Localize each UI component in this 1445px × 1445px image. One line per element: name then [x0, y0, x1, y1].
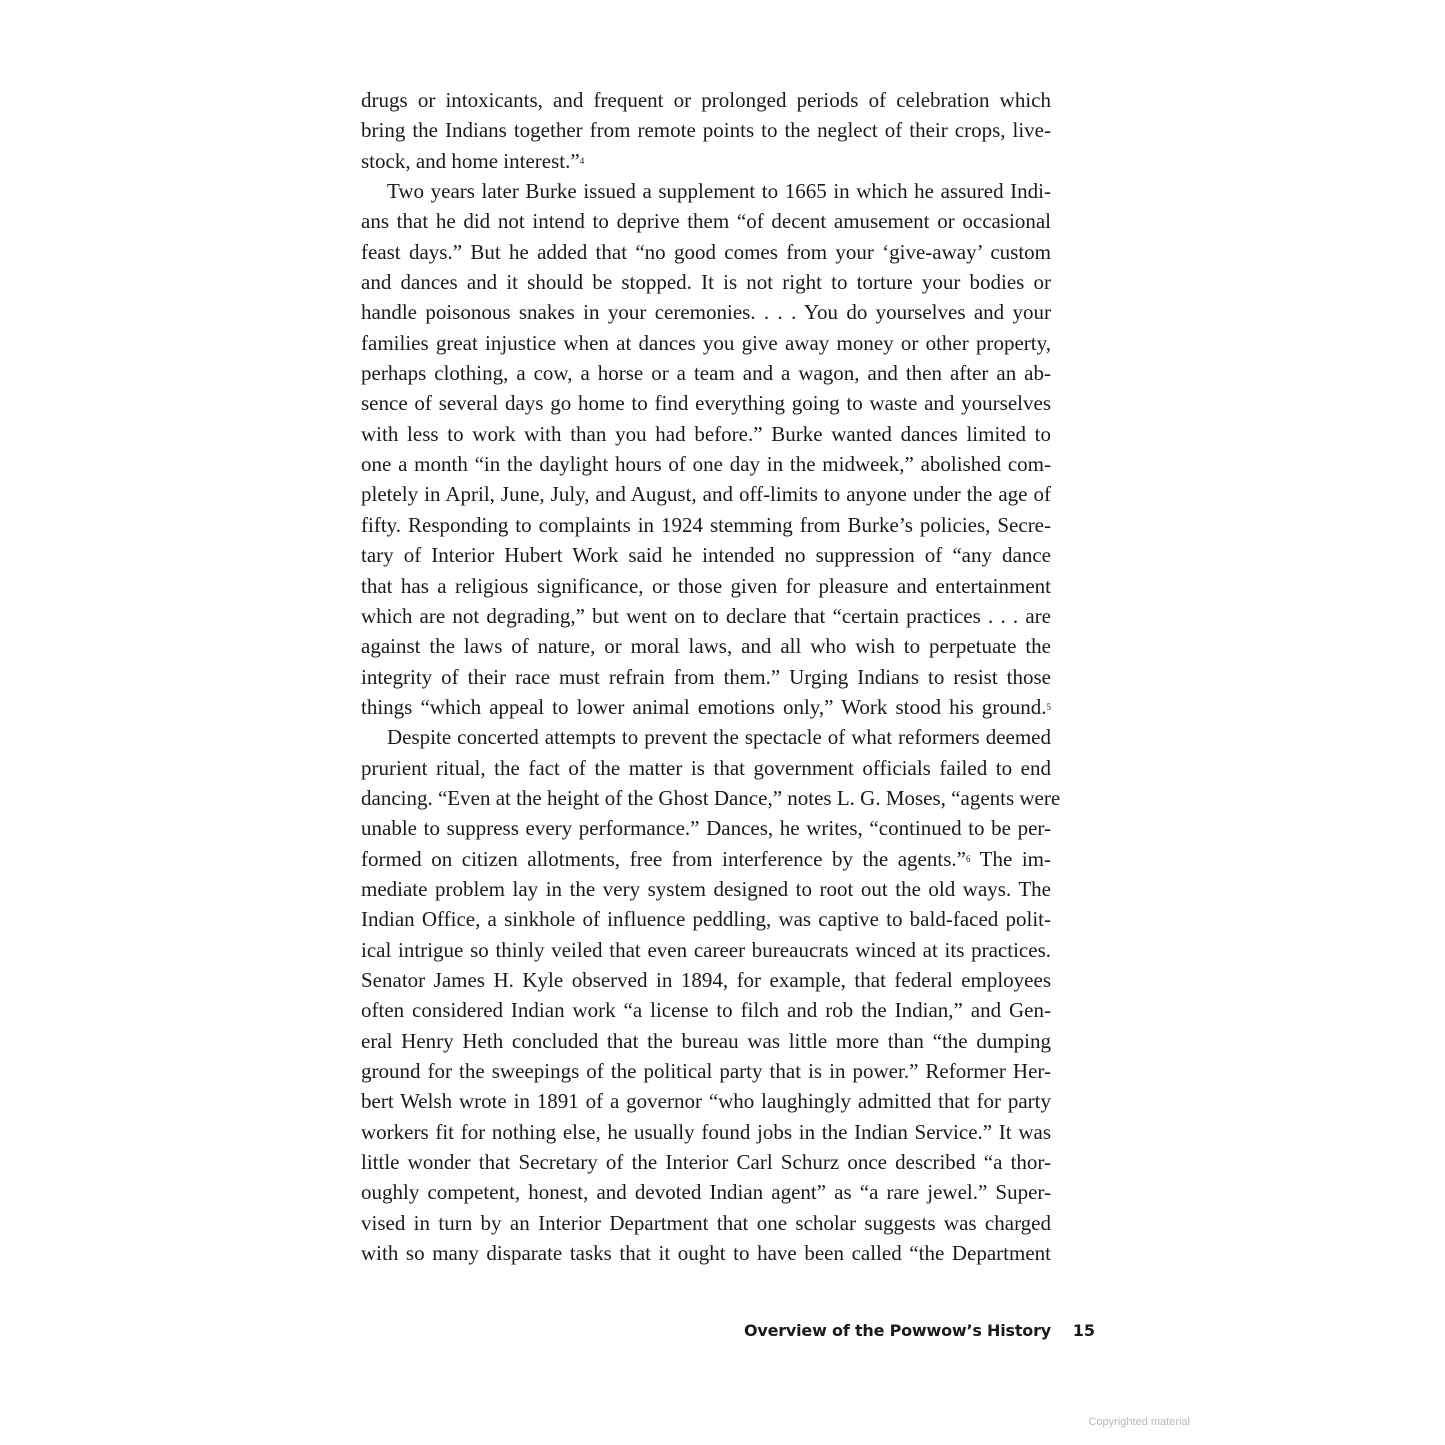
text-line	[361, 1056, 1051, 1086]
page-footer	[700, 1317, 1095, 1345]
text-line	[361, 479, 1051, 509]
line-text: handle poisonous snakes in your ceremonies. . . . You do yourselves and your	[361, 300, 1051, 325]
line-text: Senator James H. Kyle observed in 1894, for example, that federal employees	[361, 967, 1051, 992]
line-text: Despite concerted attempts to prevent the spectacle of what reformers deemed	[387, 725, 1051, 750]
footnote-marker: 5	[1046, 701, 1051, 712]
line-text: feast days.” But he added that “no good comes from your ‘give-away’ custom	[361, 239, 1051, 264]
line-text: bring the Indians together from remote points to the neglect of their crops, live-	[361, 118, 1051, 143]
text-line	[361, 358, 1051, 388]
line-text: dancing. “Even at the height of the Ghost Dance,” notes L. G. Moses, “agents were	[361, 785, 1061, 810]
text-line	[361, 176, 1051, 206]
text-line	[361, 206, 1051, 236]
text-line	[361, 540, 1051, 570]
line-text: prurient ritual, the fact of the matter is that government officials failed to end	[361, 755, 1051, 780]
text-line	[361, 844, 1051, 874]
line-text: things “which appeal to lower animal emotions only,” Work stood his ground.	[361, 694, 1047, 719]
text-line	[361, 85, 1051, 115]
text-line	[361, 692, 1051, 722]
text-line	[361, 904, 1051, 934]
text-line	[361, 813, 1051, 843]
line-text: against the laws of nature, or moral laws, and all who wish to perpetuate the	[361, 634, 1051, 659]
text-line	[361, 328, 1051, 358]
copyright-watermark: Copyrighted material	[1088, 1416, 1190, 1428]
line-text: with less to work with than you had before.” Burke wanted dances limited to	[361, 421, 1051, 446]
line-text: sence of several days go home to find everything going to waste and yourselves	[361, 391, 1051, 416]
text-line	[361, 935, 1051, 965]
line-text: with so many disparate tasks that it ought to have been called “the Department	[361, 1241, 1051, 1266]
line-text: one a month “in the daylight hours of one day in the midweek,” abolished com-	[361, 452, 1051, 477]
line-text: that has a religious significance, or those given for pleasure and entertainment	[361, 573, 1051, 598]
line-text: vised in turn by an Interior Department that one scholar suggests was charged	[361, 1210, 1051, 1235]
line-text: mediate problem lay in the very system designed to root out the old ways. The	[361, 876, 1051, 901]
text-line	[361, 783, 1061, 813]
line-text: tary of Interior Hubert Work said he intended no suppression of “any dance	[361, 543, 1051, 568]
line-text: perhaps clothing, a cow, a horse or a team and a wagon, and then after an ab-	[361, 361, 1051, 386]
text-line	[361, 965, 1051, 995]
running-title: Overview of the Powwow’s History	[743, 1321, 1051, 1340]
text-line	[361, 267, 1051, 297]
body-text	[361, 85, 1061, 1268]
line-text: unable to suppress every performance.” Dances, he writes, “continued to be per-	[361, 816, 1051, 841]
text-line	[361, 1026, 1051, 1056]
line-text: Two years later Burke issued a supplement to 1665 in which he assured Indi-	[387, 179, 1051, 204]
text-line	[361, 1147, 1051, 1177]
text-line	[361, 722, 1051, 752]
line-text: little wonder that Secretary of the Interior Carl Schurz once described “a thor-	[361, 1150, 1051, 1175]
line-text: fifty. Responding to complaints in 1924 stemming from Burke’s policies, Secre-	[361, 512, 1051, 537]
line-text: drugs or intoxicants, and frequent or prolonged periods of celebration which	[361, 88, 1051, 112]
line-text: and dances and it should be stopped. It is not right to torture your bodies or	[361, 270, 1051, 295]
text-line	[361, 631, 1051, 661]
text-line	[361, 146, 1051, 176]
text-line	[361, 874, 1051, 904]
line-text: ical intrigue so thinly veiled that even career bureaucrats winced at its practices.	[361, 937, 1051, 962]
text-line	[361, 1208, 1051, 1238]
text-line	[361, 1177, 1051, 1207]
text-line	[361, 1238, 1051, 1268]
line-text: families great injustice when at dances you give away money or other property,	[361, 330, 1051, 355]
text-line	[361, 753, 1051, 783]
text-line	[361, 419, 1051, 449]
line-text: eral Henry Heth concluded that the bureau was little more than “the dumping	[361, 1028, 1051, 1053]
text-line	[361, 1117, 1051, 1147]
text-line	[361, 1086, 1051, 1116]
text-line	[361, 662, 1051, 692]
footnote-marker: 4	[579, 155, 585, 166]
line-text: oughly competent, honest, and devoted Indian agent” as “a rare jewel.” Super-	[361, 1180, 1051, 1205]
line-text: which are not degrading,” but went on to declare that “certain practices . . . are	[361, 603, 1051, 628]
line-text: workers fit for nothing else, he usually found jobs in the Indian Service.” It was	[361, 1119, 1051, 1144]
line-text: bert Welsh wrote in 1891 of a governor “who laughingly admitted that for party	[361, 1089, 1051, 1114]
line-text: formed on citizen allotments, free from interference by the agents.”	[361, 846, 966, 871]
line-text: often considered Indian work “a license to filch and rob the Indian,” and Gen-	[361, 998, 1051, 1023]
line-text: ans that he did not intend to deprive them “of decent amusement or occasional	[361, 209, 1051, 234]
footnote-marker: 6	[965, 853, 971, 864]
text-line	[361, 388, 1051, 418]
line-text: pletely in April, June, July, and August, and off-limits to anyone under the age of	[361, 482, 1051, 507]
text-line	[361, 510, 1051, 540]
text-line	[361, 449, 1051, 479]
text-line	[361, 601, 1051, 631]
page-number: 15	[1072, 1321, 1095, 1340]
line-text: integrity of their race must refrain from them.” Urging Indians to resist those	[361, 664, 1051, 689]
text-line	[361, 297, 1051, 327]
text-line	[361, 115, 1051, 145]
line-text: ground for the sweepings of the political party that is in power.” Reformer Her-	[361, 1059, 1051, 1083]
line-text-tail: The im-	[970, 846, 1052, 871]
text-line	[361, 571, 1051, 601]
line-text: Indian Office, a sinkhole of influence peddling, was captive to bald-faced polit-	[361, 907, 1051, 932]
text-line	[361, 237, 1051, 267]
text-line	[361, 995, 1051, 1025]
line-text: stock, and home interest.”	[361, 148, 580, 173]
